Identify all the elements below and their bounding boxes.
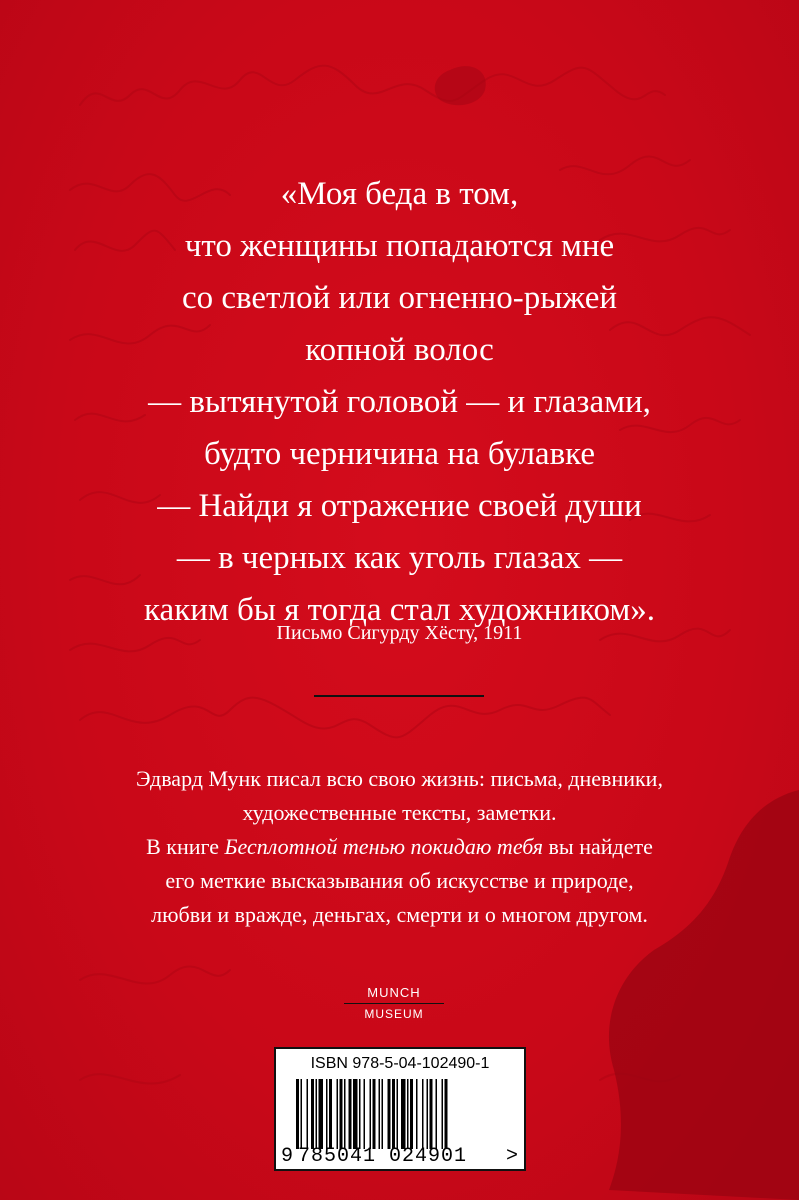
quote-attribution: Письмо Сигурду Хёсту, 1911 — [276, 622, 523, 644]
logo-munch: MUNCH — [367, 985, 421, 1000]
isbn-barcode-box — [274, 1047, 526, 1171]
barcode-arrow: > — [505, 1145, 518, 1168]
description-text: вы найдете — [543, 834, 653, 859]
quote-line: копной волос — [305, 332, 494, 368]
barcode-digit-first: 9 — [281, 1145, 294, 1168]
barcode-icon — [296, 1079, 508, 1149]
munch-museum-logo — [344, 985, 444, 1021]
description-line: художественные тексты, заметки. — [242, 800, 557, 825]
quote-line: — в черных как уголь глазах — — [176, 540, 623, 576]
description-line: Эдвард Мунк писал всю свою жизнь: письма, дневники, — [136, 766, 663, 791]
isbn-label: ISBN 978-5-04-102490-1 — [310, 1055, 490, 1072]
book-description — [0, 762, 799, 932]
quote-line: со светлой или огненно-рыжей — [181, 280, 618, 316]
logo-divider — [344, 1003, 444, 1004]
book-title-italic: Бесплотной тенью покидаю тебя — [224, 834, 544, 859]
description-text: В книге — [146, 834, 225, 859]
quote-line: будто черничина на булавке — [203, 436, 596, 472]
quote-line: что женщины попадаются мне — [184, 228, 615, 264]
quote-line: каким бы я тогда стал художником». — [144, 592, 655, 628]
description-line — [0, 830, 799, 864]
barcode-digits-main: 785041 024901 — [298, 1145, 468, 1168]
description-line: его меткие высказывания об искусстве и природе, — [165, 868, 634, 893]
quote-line: — Найди я отражение своей души — [157, 488, 642, 524]
divider-rule — [314, 695, 484, 697]
quote-line: «Моя беда в том, — [280, 176, 519, 212]
quote-block — [0, 168, 799, 636]
quote-line: — вытянутой головой — и глазами, — [148, 384, 651, 420]
logo-museum: MUSEUM — [364, 1007, 424, 1021]
description-line: любви и вражде, деньгах, смерти и о многом другом. — [151, 902, 648, 927]
